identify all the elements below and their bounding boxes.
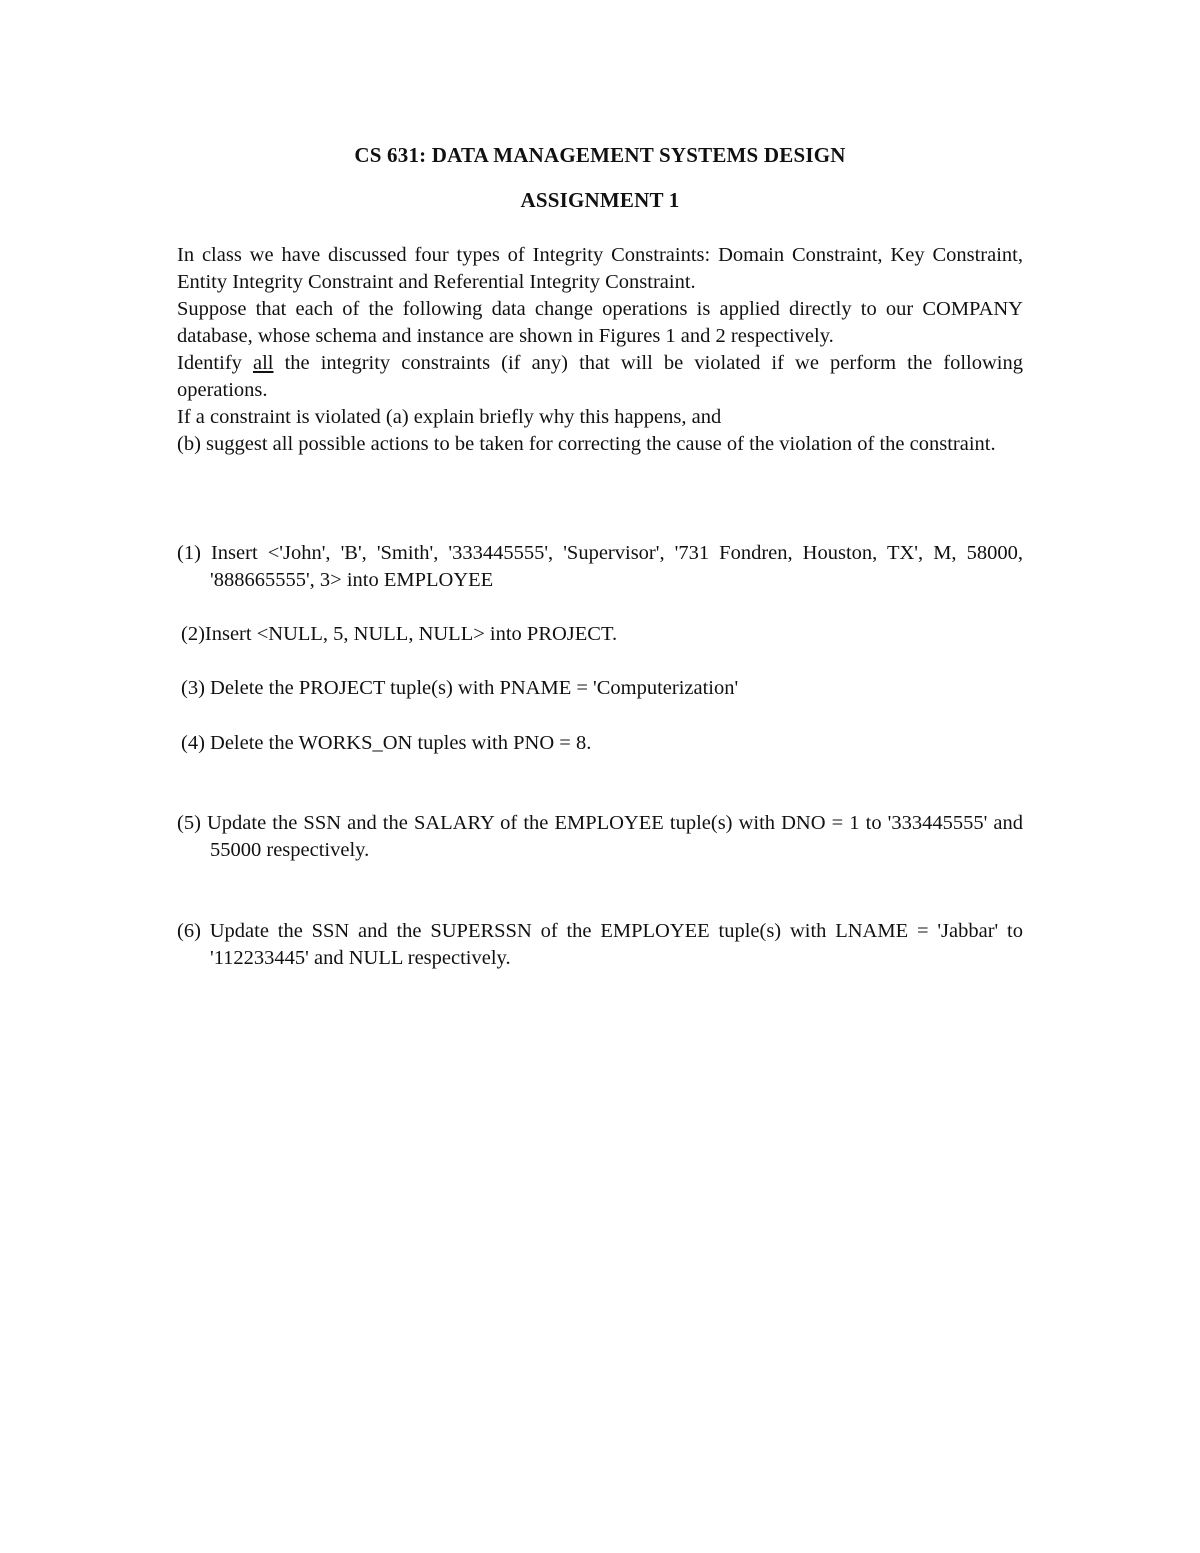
- instructions: [177, 242, 1023, 458]
- underlined-all: all: [252, 352, 274, 374]
- question-1: (1) Insert <'John', 'B', 'Smith', '333445555', 'Supervisor', '731 Fondren, Houston, TX', M, 58000, '888665555', 3> into EMPLOYEE: [177, 542, 1023, 591]
- instructions-paragraph-explain: If a constraint is violated (a) explain briefly why this happens, and: [177, 406, 722, 428]
- identify-text-end: the integrity constraints (if any) that will be violated if we perform the following operations.: [177, 352, 1023, 401]
- assignment-heading: ASSIGNMENT 1: [520, 188, 680, 212]
- document-title: CS 631: DATA MANAGEMENT SYSTEMS DESIGN: [354, 143, 846, 167]
- question-5: (5) Update the SSN and the SALARY of the EMPLOYEE tuple(s) with DNO = 1 to '333445555' and 55000 respectively.: [177, 812, 1023, 861]
- question-3: (3) Delete the PROJECT tuple(s) with PNAME = 'Computerization': [181, 677, 739, 699]
- instructions-paragraph-suggest: (b) suggest all possible actions to be taken for correcting the cause of the violation of the constraint.: [177, 433, 996, 455]
- question-2: (2)Insert <NULL, 5, NULL, NULL> into PROJECT.: [181, 623, 618, 645]
- identify-text-start: Identify: [177, 352, 253, 374]
- instructions-paragraph-identify: [177, 350, 1023, 404]
- instructions-paragraph-constraints: In class we have discussed four types of Integrity Constraints: Domain Constraint, Key Constraint, Entity Integrity Constraint and Referential Integrity Constraint.: [177, 244, 1023, 293]
- question-4: (4) Delete the WORKS_ON tuples with PNO = 8.: [181, 732, 592, 754]
- instructions-paragraph-database: Suppose that each of the following data change operations is applied directly to our COMPANY database, whose schema and instance are shown in Figures 1 and 2 respectively.: [177, 298, 1023, 347]
- question-6: (6) Update the SSN and the SUPERSSN of the EMPLOYEE tuple(s) with LNAME = 'Jabbar' to '112233445' and NULL respectively.: [177, 920, 1023, 969]
